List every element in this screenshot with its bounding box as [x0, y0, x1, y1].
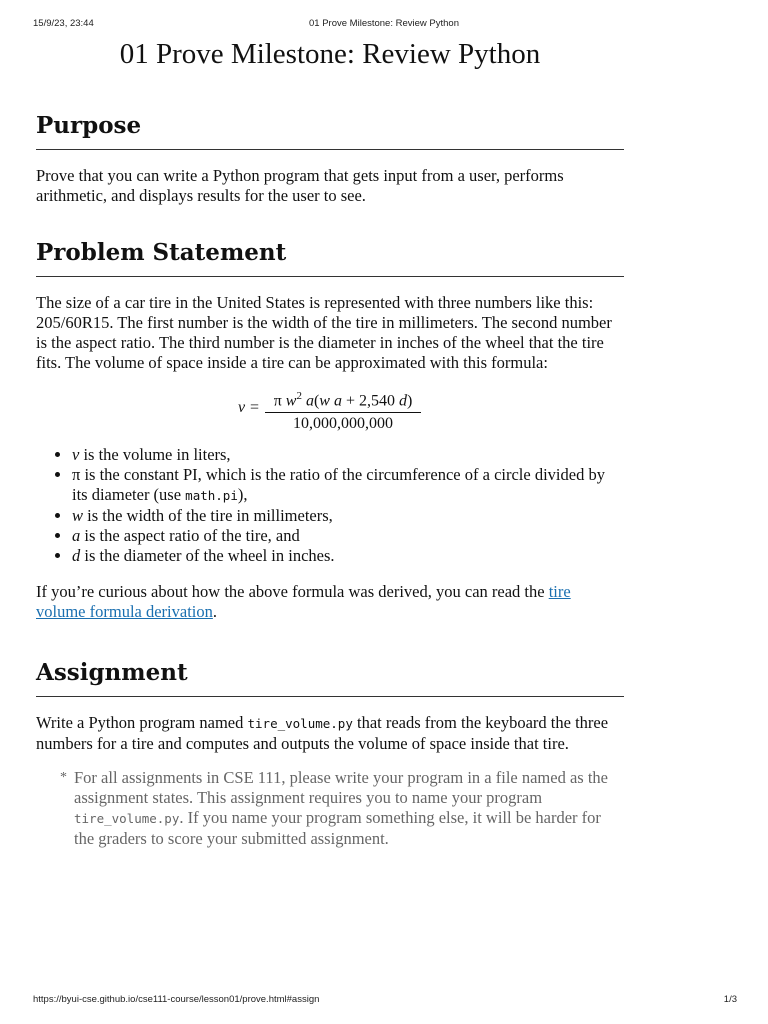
print-page-number: 1/3 [723, 994, 737, 1005]
print-page-title: 01 Prove Milestone: Review Python [309, 18, 459, 29]
inline-code: tire_volume.py [247, 716, 353, 731]
formula-numerator: π $w^2$ a(w a + 2,540 d) [265, 385, 421, 413]
list-item: • π is the constant PI, which is the ratio of the circumference of a circle divided by its diameter (use math.pi), [72, 465, 624, 506]
formula-equals: = [250, 399, 260, 416]
heading-assignment: Assignment [36, 658, 624, 697]
list-item: • d is the diameter of the wheel in inches. [72, 546, 624, 566]
formula-lhs: v [238, 399, 246, 416]
document-page [36, 32, 624, 849]
heading-problem-statement: Problem Statement [36, 238, 624, 277]
inline-code: tire_volume.py [74, 811, 180, 826]
note-bullet: * [60, 770, 67, 785]
formula-denominator: 10,000,000,000 [293, 415, 393, 433]
list-item: • w is the width of the tire in millimeters, [72, 506, 624, 526]
inline-code: math.pi [185, 488, 238, 503]
list-item: • v is the volume in liters, [72, 445, 624, 465]
derivation-link[interactable]: tire volume formula derivation [36, 582, 571, 621]
print-url: https://byui-cse.github.io/cse111-course/lesson01/prove.html#assign [33, 994, 320, 1005]
list-item: • a is the aspect ratio of the tire, and [72, 526, 624, 546]
problem-intro-text: The size of a car tire in the United States is represented with three numbers like this: 205/60R15. The first number is the width of the tire in millimeters. The second number is the aspect ratio. The third number is the diameter in inches of the wheel that the tire fits. The volume of space inside a tire can be approximated with this formula: [36, 293, 612, 372]
heading-purpose: Purpose [36, 111, 624, 150]
document-title: 01 Prove Milestone: Review Python [119, 38, 541, 70]
purpose-text: Prove that you can write a Python program that gets input from a user, performs arithmetic, and displays results for the user to see. [36, 166, 564, 205]
tire-volume-formula [36, 385, 624, 431]
derivation-paragraph: If you’re curious about how the above formula was derived, you can read the tire volume formula derivation. [36, 582, 571, 621]
formula-variable-list [36, 445, 624, 566]
formula-fraction [265, 385, 421, 435]
assignment-note: * For all assignments in CSE 111, please write your program in a file named as the assignment states. This assignment requires you to name your program tire_volume.py. If you name your program something else, it will be harder for the graders to score your submitted assignment. [60, 768, 608, 848]
assignment-text: Write a Python program named tire_volume.py that reads from the keyboard the three numbers for a tire and computes and outputs the volume of space inside that tire. [36, 713, 609, 753]
print-datetime: 15/9/23, 23:44 [33, 18, 94, 29]
